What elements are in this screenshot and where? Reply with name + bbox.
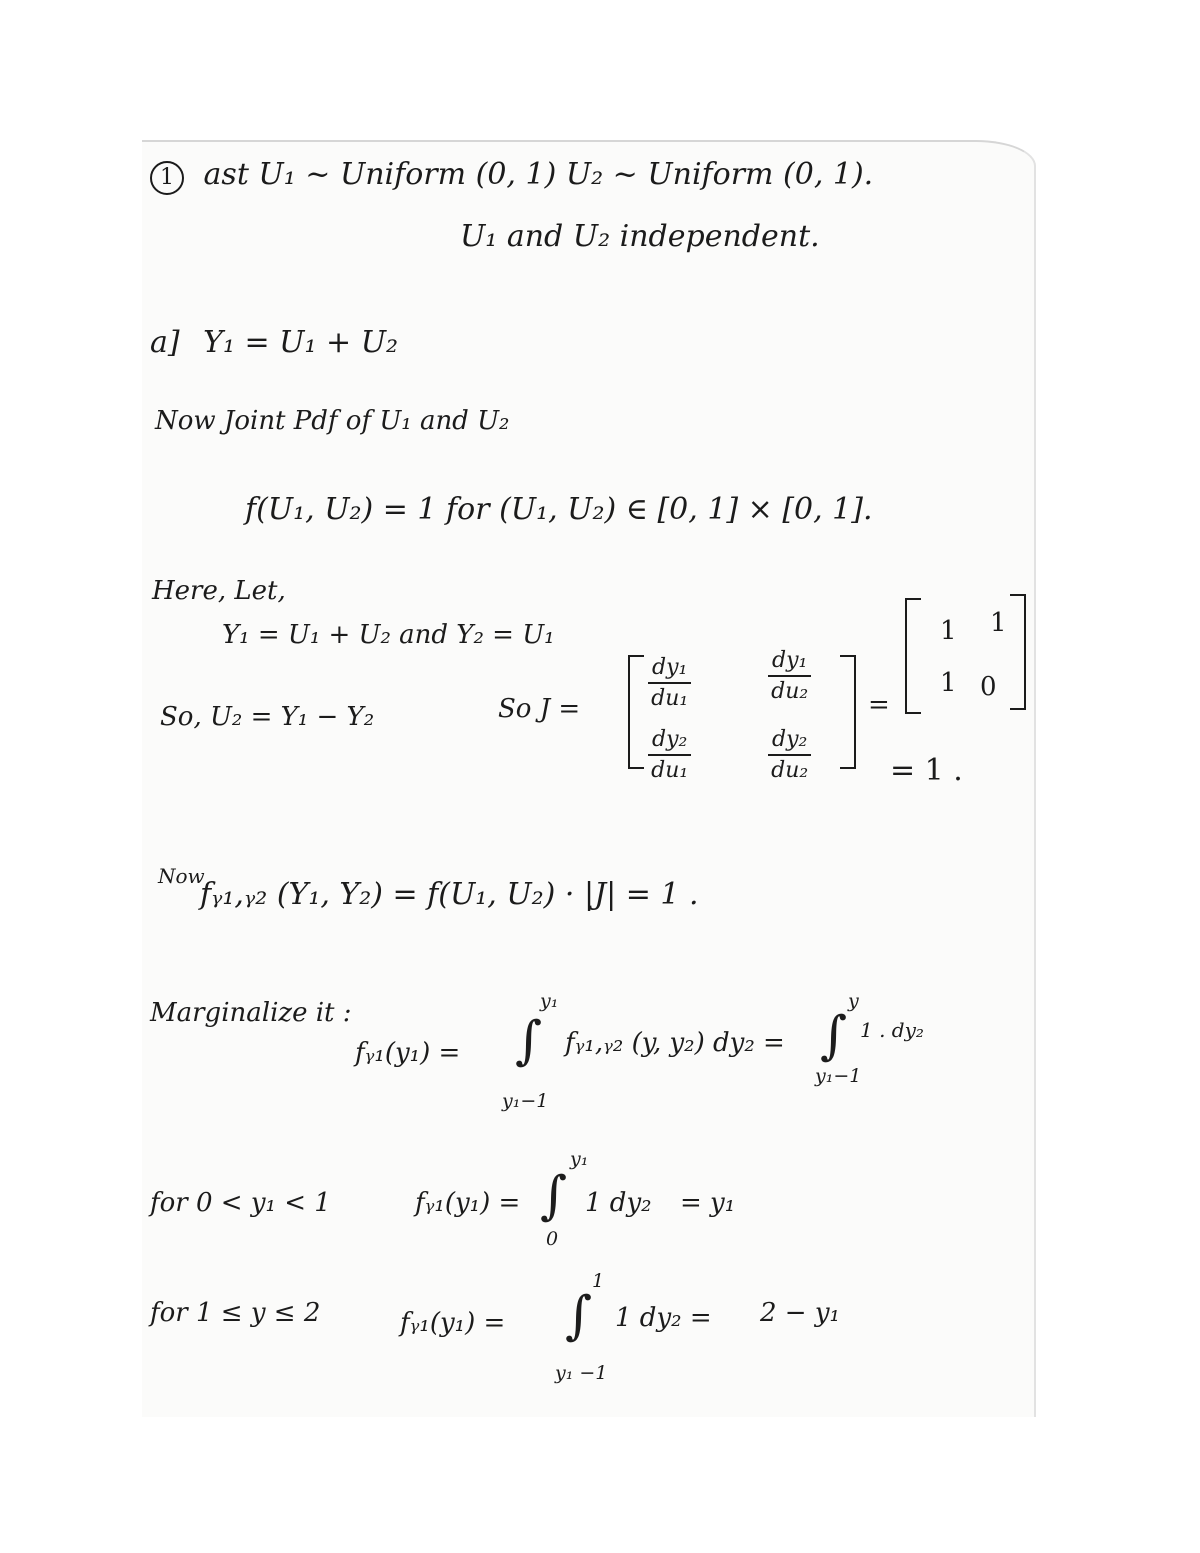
here-let: Here, Let, — [152, 576, 286, 606]
jacobian-entry-11: $\frac{\text{dy₁}}{\text{du₁}}$ — [648, 655, 691, 711]
case2-lhs: fᵧ₁(y₁) = — [400, 1308, 506, 1338]
matrix-right-bracket — [1010, 594, 1026, 710]
case2-result: 2 − y₁ — [760, 1298, 840, 1328]
jacobian-left-bracket — [628, 655, 644, 769]
joint-pdf-heading: Now Joint Pdf of U₁ and U₂ — [155, 406, 510, 436]
marginal-lhs: fᵧ₁(y₁) = — [355, 1038, 461, 1068]
joint-pdf-equation: f(U₁, U₂) = 1 for (U₁, U₂) ∈ [0, 1] × [0, 1]. — [245, 492, 873, 527]
case1-integrand: 1 dy₂ — [585, 1188, 652, 1218]
matrix-m21: 1 — [940, 668, 957, 698]
case1-lhs: fᵧ₁(y₁) = — [415, 1188, 521, 1218]
jacobian-equals: = — [868, 690, 890, 720]
case1-lower-limit: 0 — [546, 1228, 559, 1250]
u2-expression: So, U₂ = Y₁ − Y₂ — [160, 702, 375, 732]
marginal-upper-limit: y₁ — [540, 990, 559, 1012]
matrix-m22: 0 — [980, 672, 997, 702]
jacobian-entry-21: $\frac{\text{dy₂}}{\text{du₁}}$ — [648, 727, 691, 783]
integral-sign-1: ∫ — [515, 1011, 543, 1071]
marginal-lower-limit: y₁−1 — [502, 1090, 549, 1112]
matrix-left-bracket — [905, 598, 921, 714]
matrix-m11: 1 — [940, 616, 957, 646]
matrix-m12: 1 — [990, 608, 1007, 638]
transformed-joint-pdf: fᵧ₁,ᵧ₂ (Y₁, Y₂) = f(U₁, U₂) · |J| = 1 . — [200, 877, 699, 912]
header-line1-text: ast U₁ ~ Uniform (0, 1) U₂ ~ Uniform (0, 1). — [203, 157, 874, 192]
problem-header-line2: U₁ and U₂ independent. — [460, 219, 820, 254]
y1-definition: Y₁ = U₁ + U₂ — [203, 325, 399, 360]
case2-condition: for 1 ≤ y ≤ 2 — [150, 1298, 321, 1328]
problem-header-line1 — [150, 157, 874, 195]
case2-upper-limit: 1 — [592, 1270, 605, 1292]
jacobian-entry-12: $\frac{\text{dy₁}}{\text{du₂}}$ — [768, 648, 811, 704]
integral-sign-3: ∫ — [540, 1166, 568, 1226]
transform-equations: Y₁ = U₁ + U₂ and Y₂ = U₁ — [222, 620, 555, 650]
jacobian-entry-22: $\frac{\text{dy₂}}{\text{du₂}}$ — [768, 727, 811, 783]
jacobian-label: So J = — [498, 694, 581, 724]
marginal-lower-limit-2: y₁−1 — [815, 1065, 862, 1087]
jacobian-determinant: = 1 . — [890, 753, 963, 788]
jacobian-right-bracket — [840, 655, 856, 769]
now-label: Now — [158, 864, 205, 888]
marginalize-label: Marginalize it : — [150, 998, 352, 1028]
marginal-integrand: fᵧ₁,ᵧ₂ (y, y₂) dy₂ = — [565, 1028, 785, 1058]
part-a-label: a] — [150, 325, 180, 360]
case2-lower-limit: y₁ −1 — [555, 1362, 608, 1384]
case1-result: = y₁ — [680, 1188, 736, 1218]
part-a-definition — [150, 325, 399, 360]
problem-number: 1 — [150, 161, 184, 195]
integral-sign-4: ∫ — [565, 1286, 593, 1346]
integral-sign-2: ∫ — [820, 1006, 848, 1066]
marginal-integrand-2: 1 . dy₂ — [860, 1018, 924, 1042]
case1-condition: for 0 < y₁ < 1 — [150, 1188, 331, 1218]
marginal-upper-limit-2: y — [848, 990, 859, 1012]
case1-upper-limit: y₁ — [570, 1148, 589, 1170]
case2-integrand: 1 dy₂ = — [615, 1303, 712, 1333]
